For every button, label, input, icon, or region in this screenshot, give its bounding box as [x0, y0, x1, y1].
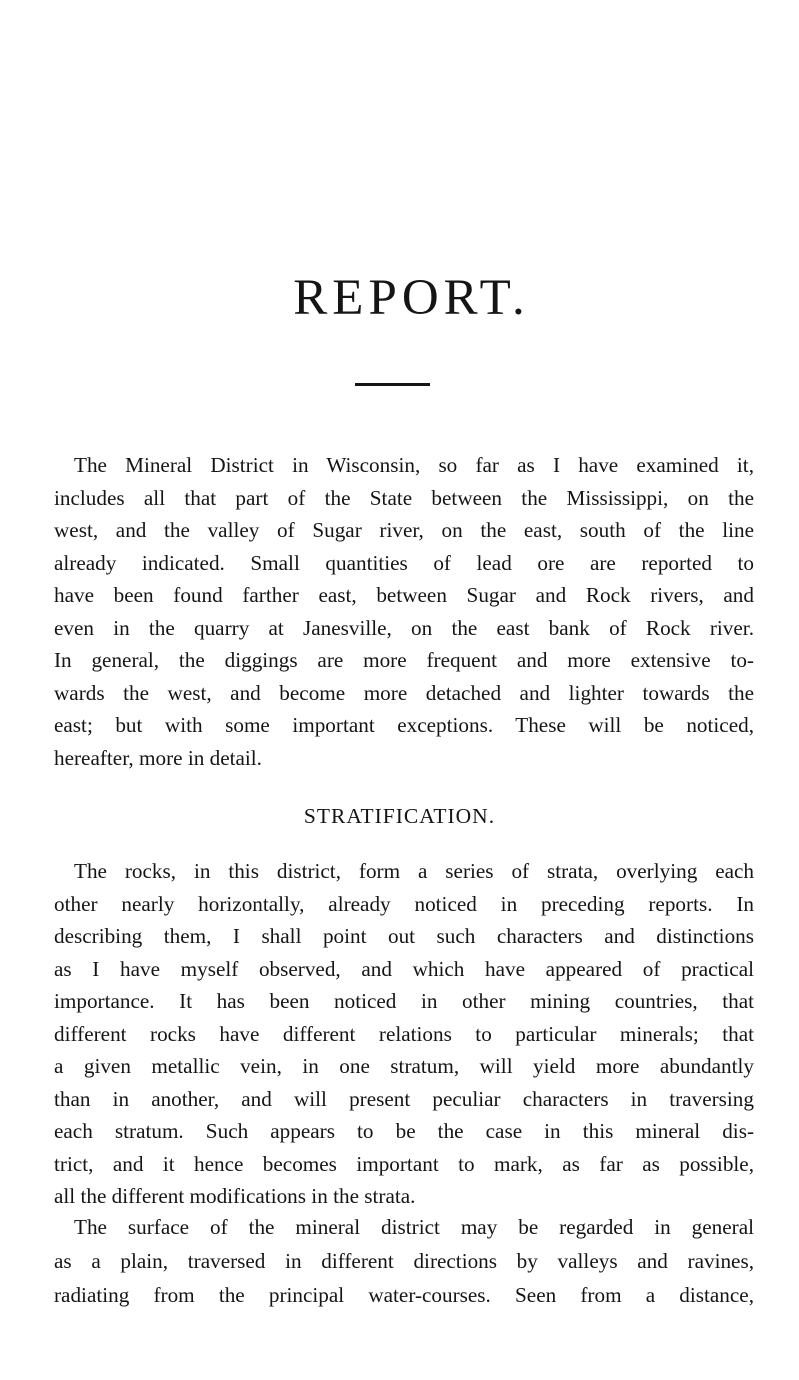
title-divider: [355, 383, 430, 386]
section-heading: STRATIFICATION.: [303, 804, 496, 828]
text-line: describing them, I shall point out such characters and distinctions: [54, 924, 754, 948]
text-line: west, and the valley of Sugar river, on the east, south of the line: [54, 518, 754, 542]
text-line: already indicated. Small quantities of lead ore are reported to: [54, 550, 754, 575]
text-line: have been found farther east, between Sugar and Rock rivers, and: [54, 583, 754, 607]
paragraph-surface: [54, 1210, 754, 1312]
text-line: The surface of the mineral district may be regarded in general: [74, 1215, 754, 1239]
text-line: each stratum. Such appears to be the case in this mineral dis-: [54, 1119, 754, 1143]
text-line: than in another, and will present peculiar characters in traversing: [54, 1086, 754, 1111]
text-line: trict, and it hence becomes important to mark, as far as possible,: [54, 1151, 754, 1176]
text-line: In general, the diggings are more frequent and more extensive to-: [54, 648, 754, 672]
text-line: radiating from the principal water-courses. Seen from a distance,: [54, 1283, 754, 1307]
text-line: as I have myself observed, and which have appeared of practical: [54, 956, 754, 981]
text-line: all the different modifications in the strata.: [54, 1184, 416, 1208]
text-line: other nearly horizontally, already noticed in preceding reports. In: [54, 891, 754, 916]
text-line: a given metallic vein, in one stratum, will yield more abundantly: [54, 1054, 754, 1078]
text-line: importance. It has been noticed in other mining countries, that: [54, 989, 754, 1013]
text-line: as a plain, traversed in different directions by valleys and ravines,: [54, 1249, 754, 1273]
page-title: REPORT.: [293, 270, 530, 326]
text-line: The Mineral District in Wisconsin, so far as I have examined it,: [74, 453, 754, 477]
text-line: hereafter, more in detail.: [54, 745, 262, 770]
text-line: different rocks have different relations to particular minerals; that: [54, 1021, 754, 1046]
text-line: even in the quarry at Janesville, on the east bank of Rock river.: [54, 615, 754, 640]
paragraph-stratification: [54, 855, 754, 1213]
text-line: wards the west, and become more detached and lighter towards the: [54, 680, 754, 705]
text-line: The rocks, in this district, form a series of strata, overlying each: [74, 859, 754, 883]
text-line: includes all that part of the State between the Mississippi, on the: [54, 485, 754, 510]
text-line: east; but with some important exceptions. These will be noticed,: [54, 713, 754, 737]
paragraph-intro: [54, 449, 754, 774]
